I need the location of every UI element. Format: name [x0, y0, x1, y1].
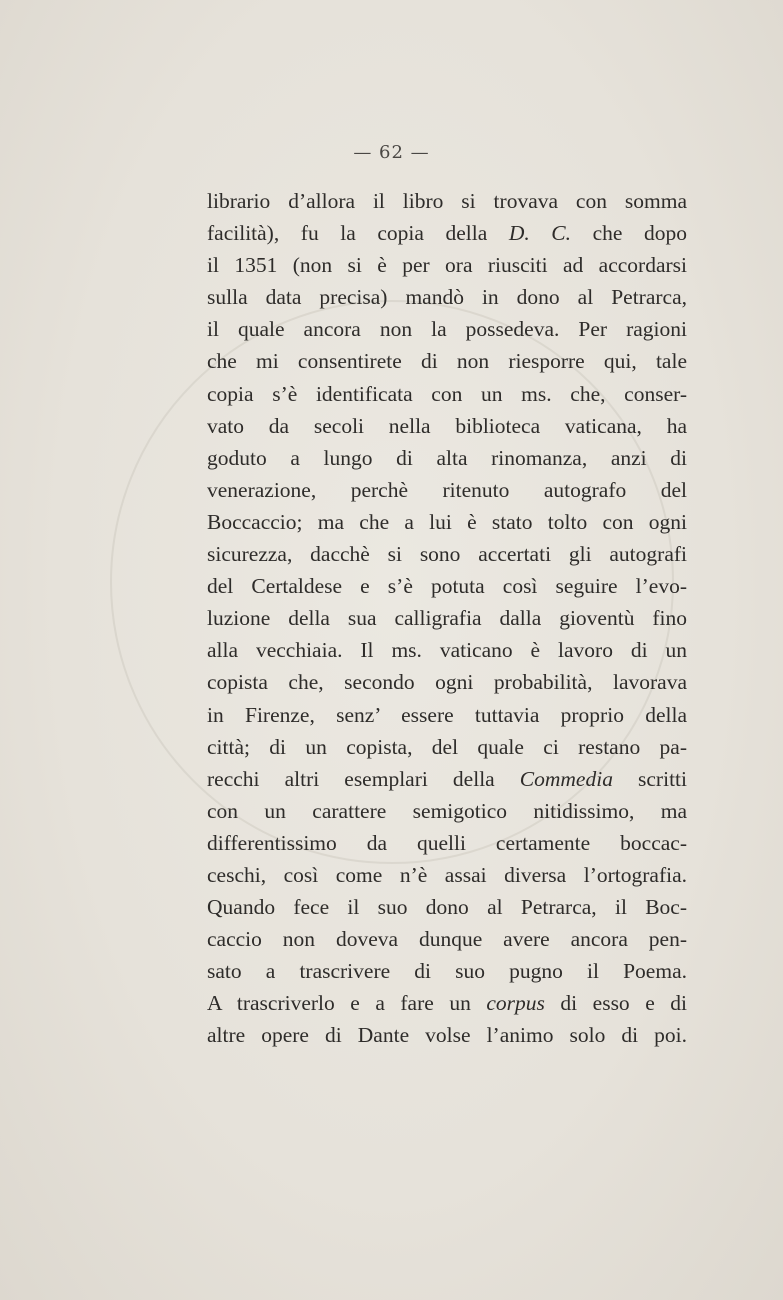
text-line: copista che, secondo ogni probabilità, lavorava [207, 670, 687, 695]
text-line: recchi altri esemplari della Commedia scritti [207, 766, 687, 791]
text-line: sicurezza, dacchè si sono accertati gli autografi [207, 542, 687, 567]
text-line: A trascriverlo e a fare un corpus di esso e di [207, 991, 687, 1016]
italic-title: Commedia [519, 766, 613, 791]
text-line: caccio non doveva dunque avere ancora pen- [207, 927, 687, 952]
text-line: goduto a lungo di alta rinomanza, anzi di [207, 445, 687, 470]
text-line: che mi consentirete di non riesporre qui, tale [207, 349, 687, 374]
text-line: sato a trascrivere di suo pugno il Poema. [207, 959, 687, 984]
text-line: Quando fece il suo dono al Petrarca, il Boc- [207, 895, 687, 920]
text-line: sulla data precisa) mandò in dono al Petrarca, [207, 285, 687, 310]
text-line: alla vecchiaia. Il ms. vaticano è lavoro di un [207, 638, 687, 663]
text-line: in Firenze, senz’ essere tuttavia proprio della [207, 702, 687, 727]
text-line: il 1351 (non si è per ora riusciti ad accordarsi [207, 253, 687, 278]
italic-title: corpus [486, 991, 545, 1016]
text-line: Boccaccio; ma che a lui è stato tolto con ogni [207, 509, 687, 534]
text-line: il quale ancora non la possedeva. Per ragioni [207, 317, 687, 342]
text-line: città; di un copista, del quale ci restano pa- [207, 734, 687, 759]
text-line: facilità), fu la copia della D. C. che dopo [207, 221, 687, 246]
italic-title: D. C. [508, 221, 572, 246]
text-line: altre opere di Dante volse l’animo solo di poi. [207, 1023, 687, 1048]
body-paragraph [207, 185, 687, 1052]
text-line: differentissimo da quelli certamente boccac- [207, 830, 687, 855]
text-line: ceschi, così come n’è assai diversa l’ortografia. [207, 862, 687, 887]
text-line: copia s’è identificata con un ms. che, conser- [207, 381, 687, 406]
text-line: venerazione, perchè ritenuto autografo del [207, 477, 687, 502]
text-line: del Certaldese e s’è potuta così seguire l’evo- [207, 574, 687, 599]
text-line: luzione della sua calligrafia dalla gioventù fino [207, 606, 687, 631]
page-number: — 62 — [353, 142, 430, 163]
text-line: vato da secoli nella biblioteca vaticana, ha [207, 413, 687, 438]
text-line: librario d’allora il libro si trovava con somma [207, 189, 687, 213]
text-line: con un carattere semigotico nitidissimo, ma [207, 798, 687, 823]
